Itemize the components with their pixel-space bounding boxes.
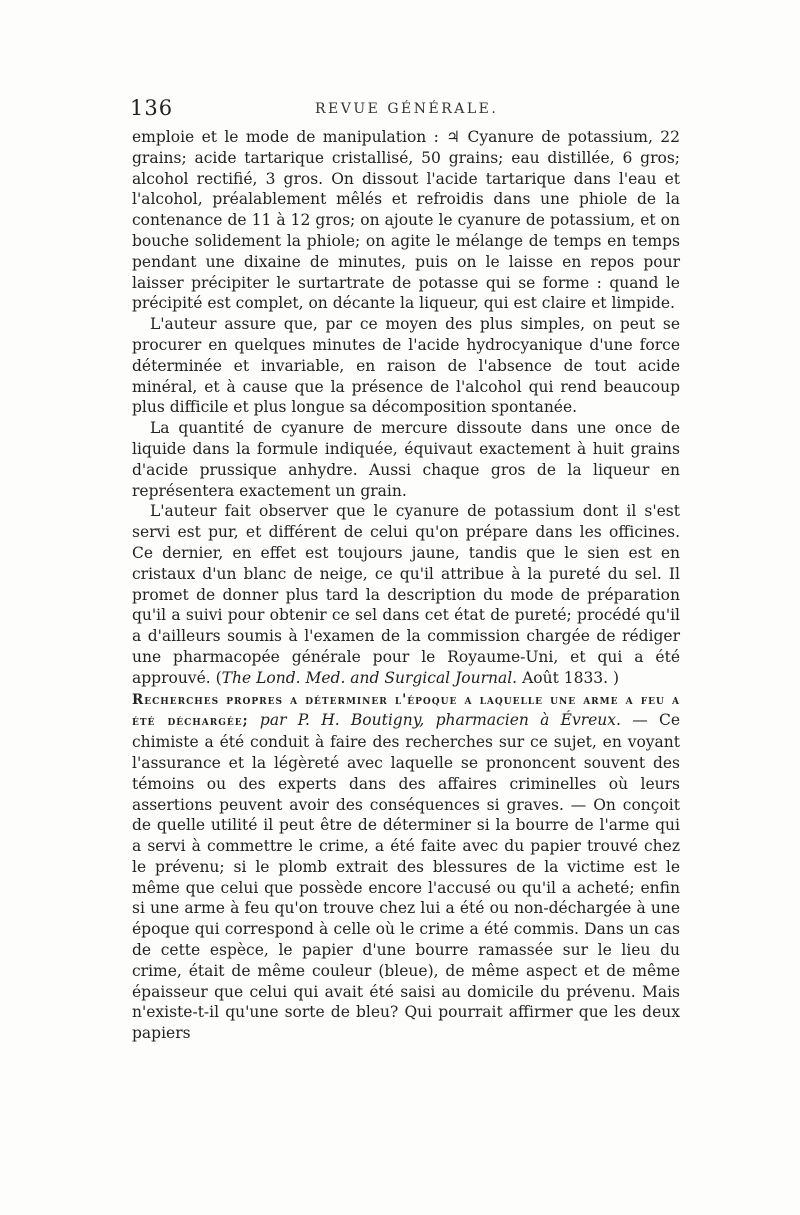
paragraph-text: emploie et le mode de manipulation : ♃ Cyanure de potassium, 22 grains; acide tartarique cristallisé, 50 grains; eau distillée, 6 gros; alcohol rectifié, 3 gros. On dissout l'acide tartarique dans l'eau et l'alcohol, préalablement mêlés et refroidis dans une phiole de la contenance de 11 à 12 gros; on ajoute le cyanure de potassium, et on bouche solidement la phiole; on agite le mélange de temps en temps pendant une dixaine de minutes, puis on le laisse en repos pour laisser précipiter le surtartrate de potasse qui se forme : quand le précipité est complet, on décante la liqueur, qui est claire et limpide. — [132, 128, 680, 313]
running-head: REVUE GÉNÉRALE. — [315, 101, 499, 117]
citation-open: ( — [215, 668, 222, 687]
paragraph-text: La quantité de cyanure de mercure dissoute dans une once de liquide dans la formule indiquée, équivaut exactement à huit grains d'acide prussique anhydre. Aussi chaque gros de la liqueur en représentera exactement un grain. — [132, 419, 680, 500]
citation-date: Août 1833. ) — [522, 668, 620, 687]
paragraph-potassium — [132, 501, 680, 688]
paragraph-author-claims — [132, 314, 680, 418]
paragraph-recipe — [132, 127, 680, 314]
paragraph-quantity — [132, 418, 680, 501]
section-heading: Recherches propres a déterminer l'époque a laquelle une arme a feu a été déchargée; — [132, 691, 680, 730]
paragraph-firearm-research — [132, 689, 680, 1045]
heading-author: P. H. Boutigny, pharmacien à Évreux. — [297, 711, 621, 730]
page-header — [130, 96, 678, 124]
paragraph-text: — Ce chimiste a été conduit à faire des recherches sur ce sujet, en voyant l'assurance et la légèreté avec laquelle se prononcent souvent des témoins ou des experts dans des affaires criminelles où leurs assertions peuvent avoir des conséquences si graves. — On conçoit de quelle utilité il peut être de déterminer si la bourre de l'arme qui a servi à commettre le crime, a été faite avec du papier trouvé chez le prévenu; si le plomb extrait des blessures de la victime est le même que celui que possède encore l'accusé ou qu'il a acheté; enfin si une arme à feu qu'on trouve chez lui a été ou non-déchargée à une époque qui correspond à celle où le crime a été commis. Dans un cas de cette espèce, le papier d'une bourre ramassée sur le lieu du crime, était de même couleur (bleue), de même aspect et de même épaisseur que celui qui avait été saisi au domicile du prévenu. Mais n'existe-t-il qu'une sorte de bleu? Qui pourrait affirmer que les deux papiers — [132, 711, 680, 1043]
citation-journal: The Lond. Med. and Surgical Journal. — [221, 668, 518, 687]
paragraph-text: L'auteur fait observer que le cyanure de potassium dont il s'est servi est pur, et différent de celui qu'on prépare dans les officines. Ce dernier, en effet est toujours jaune, tandis que le sien est en cristaux d'un blanc de neige, ce qu'il attribue à la pureté du sel. Il promet de donner plus tard la description du mode de préparation qu'il a suivi pour obtenir ce sel dans cet état de pureté; procédé qu'il a d'ailleurs soumis à l'examen de la commission chargée de rédiger une pharmacopée générale pour le Royaume-Uni, et qui a été approuvé. — [132, 502, 680, 687]
heading-by: par — [259, 711, 287, 730]
body-text — [132, 127, 680, 1044]
paragraph-text: L'auteur assure que, par ce moyen des plus simples, on peut se procurer en quelques minutes de l'acide hydrocyanique d'une force déterminée et invariable, en raison de l'absence de tout acide minéral, et à cause que la présence de l'alcohol qui rend beaucoup plus difficile et plus longue sa décomposition spontanée. — [132, 315, 680, 417]
page-number: 136 — [130, 96, 174, 120]
